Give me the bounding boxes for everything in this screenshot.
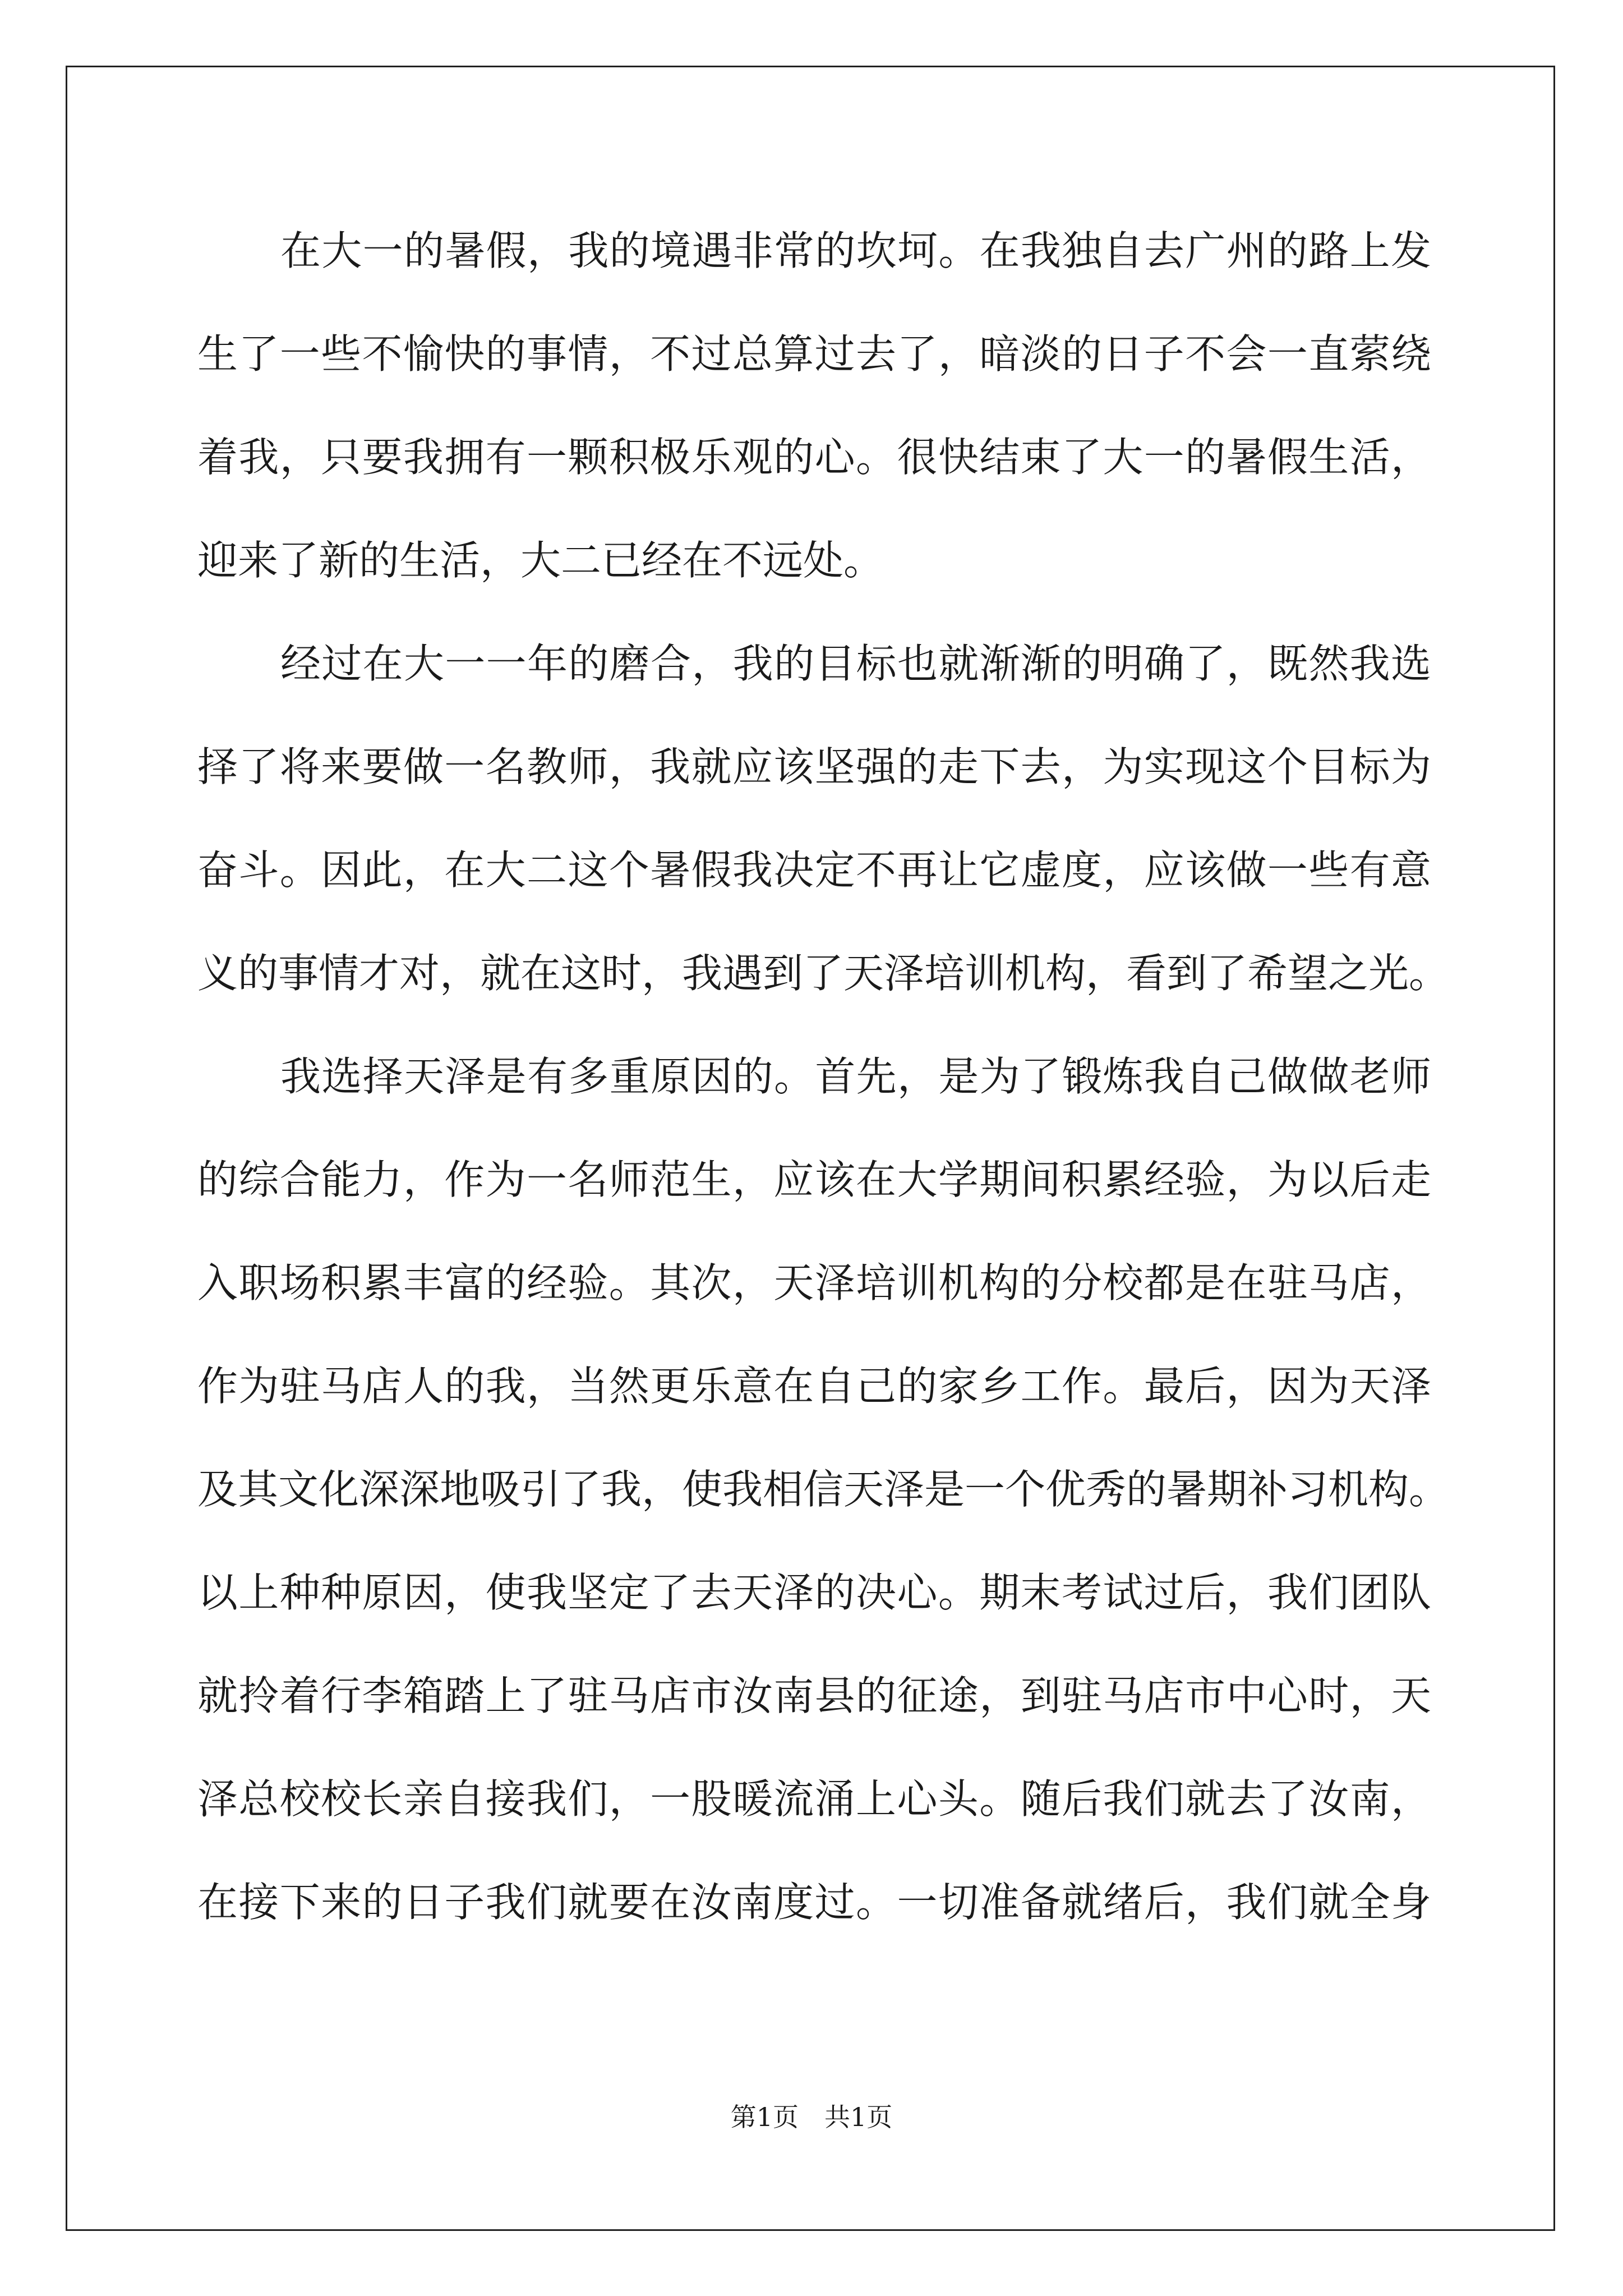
text-line: 作为驻马店人的我，当然更乐意在自己的家乡工作。最后，因为天泽	[197, 1363, 1431, 1410]
text-line: 生了一些不愉快的事情，不过总算过去了，暗淡的日子不会一直萦绕	[197, 330, 1431, 378]
text-line: 及其文化深深地吸引了我，使我相信天泽是一个优秀的暑期补习机构。	[197, 1466, 1450, 1513]
text-line: 以上种种原因，使我坚定了去天泽的决心。期末考试过后，我们团队	[197, 1569, 1431, 1616]
text-line: 经过在大一一年的磨合，我的目标也就渐渐的明确了，既然我选	[280, 640, 1431, 687]
document-body	[197, 220, 1450, 1975]
text-line: 在大一的暑假，我的境遇非常的坎坷。在我独自去广州的路上发	[280, 227, 1431, 274]
text-line: 的综合能力，作为一名师范生，应该在大学期间积累经验，为以后走	[197, 1156, 1431, 1203]
page-footer: 第1页 共1页	[730, 2102, 893, 2132]
text-line: 就拎着行李箱踏上了驻马店市汝南县的征途，到驻马店市中心时，天	[197, 1672, 1431, 1719]
text-line: 入职场积累丰富的经验。其次，天泽培训机构的分校都是在驻马店，	[197, 1259, 1431, 1306]
text-line: 在接下来的日子我们就要在汝南度过。一切准备就绪后，我们就全身	[197, 1879, 1431, 1926]
text-line: 着我，只要我拥有一颗积极乐观的心。很快结束了大一的暑假生活，	[197, 434, 1431, 481]
text-line: 迎来了新的生活，大二已经在不远处。	[197, 537, 884, 584]
text-line: 我选择天泽是有多重原因的。首先，是为了锻炼我自己做做老师	[280, 1053, 1431, 1100]
text-line: 奋斗。因此，在大二这个暑假我决定不再让它虚度，应该做一些有意	[197, 846, 1431, 894]
text-line: 义的事情才对，就在这时，我遇到了天泽培训机构，看到了希望之光。	[197, 950, 1450, 997]
text-line: 择了将来要做一名教师，我就应该坚强的走下去，为实现这个目标为	[197, 743, 1431, 790]
text-line: 泽总校校长亲自接我们，一股暖流涌上心头。随后我们就去了汝南，	[197, 1775, 1431, 1823]
